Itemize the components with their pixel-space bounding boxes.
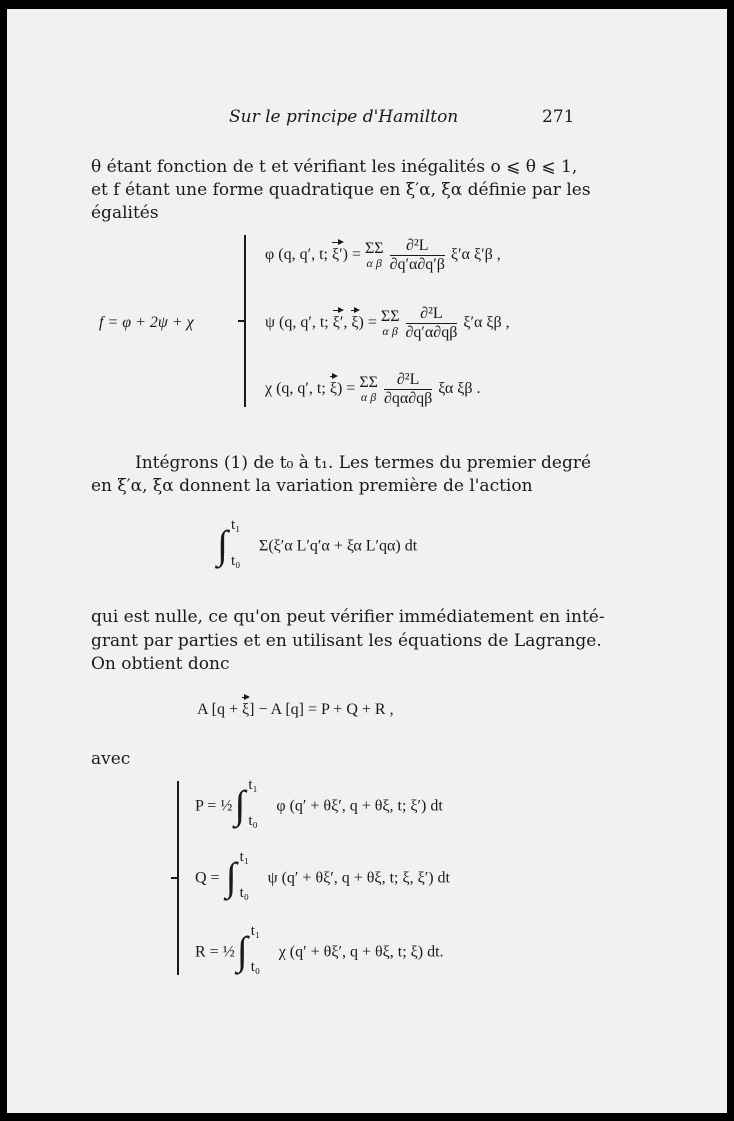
P-lhs: P = xyxy=(195,797,221,815)
action-difference-equation xyxy=(197,701,394,719)
sum-beta: Σ β xyxy=(374,239,384,270)
second-derivative-fraction: $\frac{\text{∂²L}}{\partial q'\alpha\partial q'\beta}$ xyxy=(389,237,445,273)
sum-beta: Σ β xyxy=(390,307,400,338)
xi-vector: ξ xyxy=(242,701,250,718)
Q-equation xyxy=(195,849,450,901)
f-definition-lhs: f = φ + 2ψ + χ xyxy=(99,314,194,331)
R-lhs: R = xyxy=(195,943,223,961)
A-tail: ] − A [q] = P + Q + R , xyxy=(249,701,394,718)
xi-prime-vector: ξ′ xyxy=(332,314,344,332)
chi-tail: ξα ξβ . xyxy=(434,380,481,398)
one-half: ½ xyxy=(220,797,233,815)
psi-sep: , xyxy=(343,314,352,332)
R-integrand: χ (q′ + θξ′, q + θξ, t; ξ) dt. xyxy=(278,943,444,961)
paragraph-line: en ξ′α, ξα donnent la variation première de l'action xyxy=(91,476,533,496)
phi-head: φ (q, q′, t; xyxy=(265,246,332,264)
psi-tail: ξ′α ξβ , xyxy=(459,314,510,332)
R-equation xyxy=(195,923,444,975)
paragraph-line: égalités xyxy=(91,203,159,223)
second-derivative-fraction: $\frac{\text{∂²L}}{\partial q\alpha\partial q\beta}$ xyxy=(383,371,433,407)
xi-vector: ξ xyxy=(351,314,359,332)
psi-head: ψ (q, q′, t; xyxy=(265,314,333,332)
running-title: Sur le principe d'Hamilton xyxy=(229,107,459,127)
integral-sign: ∫ t₁ t₀ xyxy=(217,517,241,569)
chi-mid: ) = xyxy=(336,380,360,398)
action-integrand: Σ(ξ′α L′q′α + ξα L′qα) dt xyxy=(259,537,418,555)
phi-tail: ξ′α ξ′β , xyxy=(446,246,501,264)
brace-tip xyxy=(171,877,178,879)
paragraph-line: avec xyxy=(91,749,131,769)
phi-mid: ) = xyxy=(342,246,365,264)
paragraph-line: Intégrons (1) de t₀ à t₁. Les termes du premier degré xyxy=(135,453,592,473)
sum-alpha: Σ α xyxy=(364,239,375,270)
chi-head: χ (q, q′, t; xyxy=(265,380,330,398)
paragraph-line: qui est nulle, ce qu'on peut vérifier immédiatement en inté- xyxy=(91,607,605,627)
phi-equation xyxy=(265,237,501,274)
paragraph-line: grant par parties et en utilisant les équations de Lagrange. xyxy=(91,631,602,651)
one-half: ½ xyxy=(222,943,235,961)
P-integrand: φ (q′ + θξ′, q + θξ, t; ξ′) dt xyxy=(276,797,443,815)
chi-equation xyxy=(265,371,481,408)
psi-mid: ) = xyxy=(358,314,381,332)
integral-sign: ∫ t₁ t₀ xyxy=(225,849,249,901)
paragraph-line: et f étant une forme quadratique en ξ′α, ξα définie par les xyxy=(91,180,591,200)
P-equation xyxy=(195,777,443,829)
page-number: 271 xyxy=(542,107,575,127)
integral-sign: ∫ t₁ t₀ xyxy=(234,777,258,829)
action-variation-integral xyxy=(215,517,418,569)
paragraph-line: On obtient donc xyxy=(91,654,230,674)
sum-beta: Σ β xyxy=(368,373,378,404)
second-derivative-fraction: $\frac{\text{∂²L}}{\partial q'\alpha\partial q\beta}$ xyxy=(405,305,458,341)
psi-equation xyxy=(265,305,510,342)
paragraph-line: θ étant fonction de t et vérifiant les inégalités o ⩽ θ ⩽ 1, xyxy=(91,157,578,177)
sum-alpha: Σ α xyxy=(359,373,369,404)
A-head: A [q + xyxy=(197,701,243,718)
Q-integrand: ψ (q′ + θξ′, q + θξ, t; ξ, ξ′) dt xyxy=(267,869,450,887)
integral-sign: ∫ t₁ t₀ xyxy=(236,923,261,975)
xi-vector: ξ xyxy=(329,380,337,398)
sum-alpha: Σ α xyxy=(380,307,391,338)
xi-prime-vector: ξ′ xyxy=(331,246,343,264)
page xyxy=(7,9,727,1113)
Q-lhs: Q = xyxy=(195,869,224,887)
brace-tip xyxy=(238,320,245,322)
